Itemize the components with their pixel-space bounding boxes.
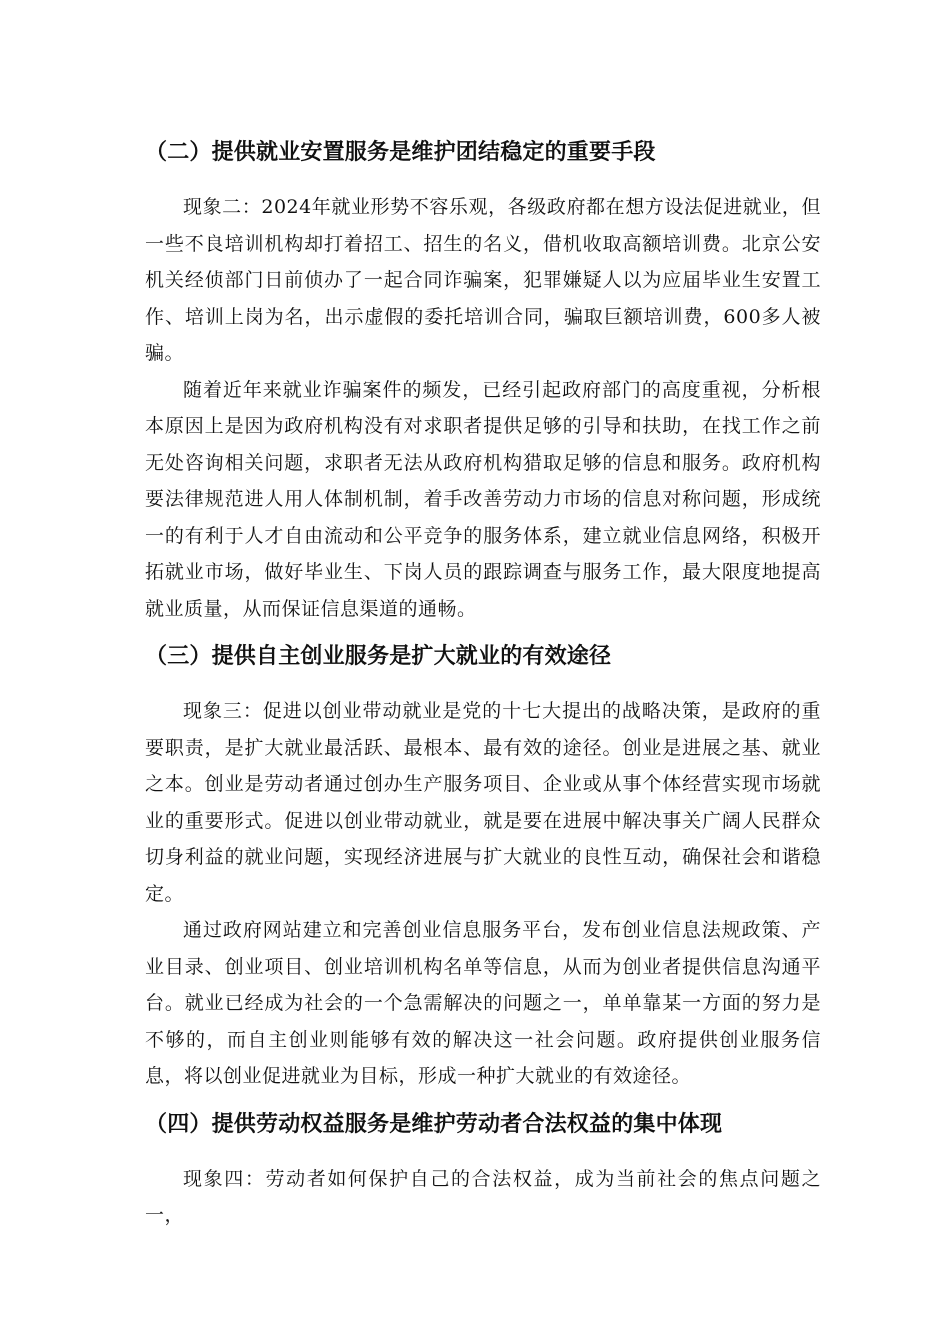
- document-body: [145, 133, 821, 1234]
- section-heading-2: （二）提供就业安置服务是维护团结稳定的重要手段: [145, 140, 656, 165]
- paragraph: 现象二：2024年就业形势不容乐观，各级政府都在想方设法促进就业，但一些不良培训机构却打着招工、招生的名义，借机收取高额培训费。北京公安机关经侦部门日前侦办了一起合同诈骗案，犯罪嫌疑人以为应届毕业生安置工作、培训上岗为名，出示虚假的委托培训合同，骗取巨额培训费，600多人被骗。: [145, 196, 821, 364]
- paragraph: 通过政府网站建立和完善创业信息服务平台，发布创业信息法规政策、产业目录、创业项目、创业培训机构名单等信息，从而为创业者提供信息沟通平台。就业已经成为社会的一个急需解决的问题之一，单单靠某一方面的努力是不够的，而自主创业则能够有效的解决这一社会问题。政府提供创业服务信息，将以创业促进就业为目标，形成一种扩大就业的有效途径。: [145, 919, 821, 1087]
- paragraph: 现象三：促进以创业带动就业是党的十七大提出的战略决策，是政府的重要职责，是扩大就业最活跃、最根本、最有效的途径。创业是进展之基、就业之本。创业是劳动者通过创办生产服务项目、企业或从事个体经营实现市场就业的重要形式。促进以创业带动就业，就是要在进展中解决事关广阔人民群众切身利益的就业问题，实现经济进展与扩大就业的良性互动，确保社会和谐稳定。: [145, 700, 821, 905]
- paragraph: 现象四：劳动者如何保护自己的合法权益，成为当前社会的焦点问题之一，: [145, 1167, 821, 1226]
- section-heading-3: （三）提供自主创业服务是扩大就业的有效途径: [145, 644, 612, 669]
- paragraph: 随着近年来就业诈骗案件的频发，已经引起政府部门的高度重视，分析根本原因上是因为政府机构没有对求职者提供足够的引导和扶助，在找工作之前无处咨询相关问题，求职者无法从政府机构猎取足够的信息和服务。政府机构要法律规范进人用人体制机制，着手改善劳动力市场的信息对称问题，形成统一的有利于人才自由流动和公平竞争的服务体系，建立就业信息网络，积极开拓就业市场，做好毕业生、下岗人员的跟踪调查与服务工作，最大限度地提高就业质量，从而保证信息渠道的通畅。: [145, 378, 821, 620]
- section-heading-4: （四）提供劳动权益服务是维护劳动者合法权益的集中体现: [145, 1111, 723, 1137]
